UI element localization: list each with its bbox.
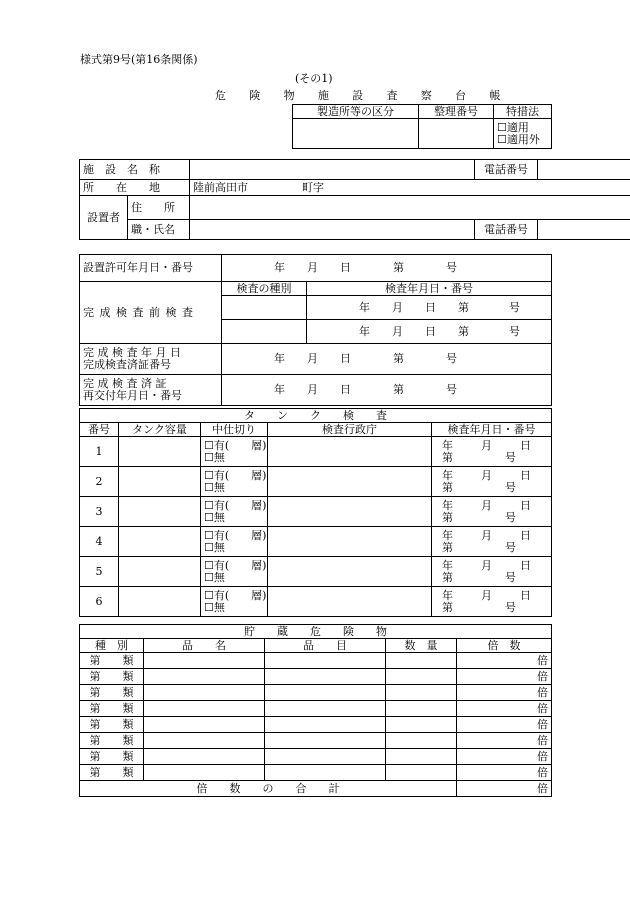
month-label: 月 <box>392 300 403 314</box>
qty-cell[interactable] <box>386 669 457 685</box>
completion-label-2: 完成検査済証番号 <box>83 358 171 371</box>
year-label: 年 <box>359 324 370 338</box>
title-name-label: 職・氏名 <box>128 220 190 240</box>
facility-table <box>79 159 630 240</box>
address-value[interactable] <box>190 196 630 220</box>
product-cell[interactable] <box>265 653 386 669</box>
tank-row <box>80 587 552 617</box>
item-cell[interactable] <box>144 669 265 685</box>
qty-cell[interactable] <box>386 733 457 749</box>
go-label: 号 <box>505 450 516 464</box>
year-label: 年 <box>274 383 285 396</box>
multiple-cell[interactable]: 倍 <box>457 653 552 669</box>
tank-capacity[interactable] <box>119 587 201 617</box>
multiple-cell[interactable]: 倍 <box>457 685 552 701</box>
part-label: (その1) <box>295 72 333 85</box>
completion-value[interactable] <box>222 344 552 375</box>
tank-partition[interactable] <box>201 497 268 527</box>
permit-value[interactable] <box>222 255 552 282</box>
year-label: 年 <box>442 438 453 452</box>
title-name-value[interactable] <box>190 220 475 240</box>
month-label: 月 <box>481 498 492 512</box>
partition-yes[interactable]: ☐有( 層) <box>204 438 267 452</box>
class-label: 第 類 <box>80 717 144 733</box>
page-title: 危 険 物 施 設 査 察 台 帳 <box>215 89 511 102</box>
storage-row <box>80 749 552 765</box>
option-not-apply[interactable]: ☐適用外 <box>497 132 540 146</box>
reissue-label <box>80 375 222 406</box>
tank-partition[interactable] <box>201 557 268 587</box>
month-label: 月 <box>307 261 318 274</box>
storage-row <box>80 669 552 685</box>
year-label: 年 <box>442 558 453 572</box>
storage-table <box>79 624 552 797</box>
tank-h-office: 検査行政庁 <box>268 423 432 437</box>
pre-date-1[interactable] <box>307 296 552 320</box>
permits-table <box>79 254 552 406</box>
go-label: 号 <box>505 540 516 554</box>
pre-type-2[interactable] <box>222 320 307 344</box>
tank-table <box>79 408 552 617</box>
product-cell[interactable] <box>265 765 386 781</box>
facility-name-label: 施 設 名 称 <box>80 160 190 180</box>
multiple-cell[interactable]: 倍 <box>457 749 552 765</box>
qty-cell[interactable] <box>386 685 457 701</box>
tank-capacity[interactable] <box>119 557 201 587</box>
completion-label <box>80 344 222 375</box>
multiple-cell[interactable]: 倍 <box>457 733 552 749</box>
go-label: 号 <box>509 300 520 314</box>
product-cell[interactable] <box>265 701 386 717</box>
qty-cell[interactable] <box>386 717 457 733</box>
town-label: 町字 <box>302 180 324 194</box>
storage-row <box>80 733 552 749</box>
item-cell[interactable] <box>144 733 265 749</box>
tank-row <box>80 497 552 527</box>
month-label: 月 <box>307 352 318 365</box>
phone-value-2[interactable] <box>538 220 630 240</box>
day-label: 日 <box>520 588 531 602</box>
tank-row-no: 5 <box>80 557 119 587</box>
partition-no[interactable]: ☐無 <box>204 510 225 524</box>
dai-label: 第 <box>393 352 404 365</box>
tank-capacity[interactable] <box>119 527 201 557</box>
product-cell[interactable] <box>265 749 386 765</box>
location-value[interactable] <box>190 180 630 196</box>
day-label: 日 <box>340 352 351 365</box>
tank-date[interactable] <box>432 557 552 587</box>
storage-h-item: 品 名 <box>144 639 265 653</box>
partition-yes[interactable]: ☐有( 層) <box>204 528 267 542</box>
tank-row-no: 2 <box>80 467 119 497</box>
tank-office[interactable] <box>268 497 432 527</box>
product-cell[interactable] <box>265 717 386 733</box>
year-label: 年 <box>442 588 453 602</box>
class-col3: 特措法 <box>494 105 552 119</box>
special-law-options[interactable] <box>494 119 552 149</box>
form-number: 様式第9号(第16条関係) <box>80 53 198 66</box>
day-label: 日 <box>520 558 531 572</box>
tank-h-cap: タンク容量 <box>119 423 201 437</box>
total-value[interactable]: 倍 <box>457 781 552 797</box>
day-label: 日 <box>520 528 531 542</box>
storage-row <box>80 717 552 733</box>
item-cell[interactable] <box>144 701 265 717</box>
dai-label: 第 <box>442 450 453 464</box>
class-label: 第 類 <box>80 685 144 701</box>
total-label: 倍 数 の 合 計 <box>80 781 457 797</box>
class-label: 第 類 <box>80 701 144 717</box>
tank-section-title: タ ン ク 検 査 <box>80 409 552 423</box>
month-label: 月 <box>481 468 492 482</box>
reissue-label-1: 完 成 検 査 済 証 <box>83 377 167 390</box>
tank-office[interactable] <box>268 437 432 467</box>
go-label: 号 <box>505 600 516 614</box>
multiple-cell[interactable]: 倍 <box>457 765 552 781</box>
pre-date-header: 検査年月日・番号 <box>307 282 552 296</box>
city-name: 陸前高田市 <box>193 180 248 194</box>
pre-date-2[interactable] <box>307 320 552 344</box>
tank-date[interactable] <box>432 497 552 527</box>
address-label: 住 所 <box>128 196 190 220</box>
location-label: 所 在 地 <box>80 180 190 196</box>
reissue-label-2: 再交付年月日・番号 <box>83 389 182 402</box>
multiple-cell[interactable]: 倍 <box>457 701 552 717</box>
option-apply[interactable]: ☐適用 <box>497 120 529 134</box>
tank-row-no: 1 <box>80 437 119 467</box>
year-label: 年 <box>442 528 453 542</box>
pre-inspection-label: 完成検査前検査 <box>80 282 222 344</box>
product-cell[interactable] <box>265 685 386 701</box>
class-col2: 整理番号 <box>419 105 494 119</box>
partition-yes[interactable]: ☐有( 層) <box>204 498 267 512</box>
tank-office[interactable] <box>268 587 432 617</box>
partition-no[interactable]: ☐無 <box>204 570 225 584</box>
tank-row-no: 4 <box>80 527 119 557</box>
classification-table <box>292 104 552 149</box>
class-label: 第 類 <box>80 749 144 765</box>
pre-type-1[interactable] <box>222 296 307 320</box>
storage-row <box>80 685 552 701</box>
year-label: 年 <box>359 300 370 314</box>
class-label: 第 類 <box>80 765 144 781</box>
dai-label: 第 <box>458 300 469 314</box>
partition-no[interactable]: ☐無 <box>204 540 225 554</box>
day-label: 日 <box>520 468 531 482</box>
qty-cell[interactable] <box>386 765 457 781</box>
tank-row <box>80 527 552 557</box>
dai-label: 第 <box>442 600 453 614</box>
tank-date[interactable] <box>432 467 552 497</box>
qty-cell[interactable] <box>386 749 457 765</box>
tank-row-no: 6 <box>80 587 119 617</box>
storage-row <box>80 701 552 717</box>
tank-date[interactable] <box>432 437 552 467</box>
month-label: 月 <box>481 438 492 452</box>
year-label: 年 <box>442 498 453 512</box>
day-label: 日 <box>520 438 531 452</box>
tank-h-date: 検査年月日・番号 <box>432 423 552 437</box>
month-label: 月 <box>481 588 492 602</box>
dai-label: 第 <box>393 261 404 274</box>
storage-h-qty: 数 量 <box>386 639 457 653</box>
tank-date[interactable] <box>432 587 552 617</box>
partition-no[interactable]: ☐無 <box>204 450 225 464</box>
dai-label: 第 <box>393 383 404 396</box>
pre-type-header: 検査の種別 <box>222 282 307 296</box>
tank-h-no: 番号 <box>80 423 119 437</box>
item-cell[interactable] <box>144 765 265 781</box>
tank-partition[interactable] <box>201 527 268 557</box>
go-label: 号 <box>505 480 516 494</box>
tank-row <box>80 437 552 467</box>
reissue-value[interactable] <box>222 375 552 406</box>
tank-capacity[interactable] <box>119 467 201 497</box>
tank-h-partition: 中仕切り <box>201 423 268 437</box>
qty-cell[interactable] <box>386 701 457 717</box>
multiple-cell[interactable]: 倍 <box>457 669 552 685</box>
storage-section-title: 貯 蔵 危 険 物 <box>80 625 552 639</box>
partition-yes[interactable]: ☐有( 層) <box>204 468 267 482</box>
go-label: 号 <box>505 510 516 524</box>
storage-h-type: 種 別 <box>80 639 144 653</box>
phone-value[interactable] <box>538 160 630 180</box>
tank-row-no: 3 <box>80 497 119 527</box>
tank-office[interactable] <box>268 467 432 497</box>
month-label: 月 <box>481 558 492 572</box>
tank-office[interactable] <box>268 557 432 587</box>
multiple-cell[interactable]: 倍 <box>457 717 552 733</box>
item-cell[interactable] <box>144 653 265 669</box>
class-value2[interactable] <box>419 119 494 149</box>
class-label: 第 類 <box>80 653 144 669</box>
partition-yes[interactable]: ☐有( 層) <box>204 588 267 602</box>
year-label: 年 <box>442 468 453 482</box>
completion-label-1: 完 成 検 査 年 月 日 <box>83 346 181 359</box>
product-cell[interactable] <box>265 733 386 749</box>
go-label: 号 <box>446 383 457 396</box>
storage-h-product: 品 目 <box>265 639 386 653</box>
tank-partition[interactable] <box>201 587 268 617</box>
day-label: 日 <box>340 261 351 274</box>
month-label: 月 <box>481 528 492 542</box>
item-cell[interactable] <box>144 685 265 701</box>
owner-label: 設置者 <box>80 196 128 240</box>
tank-partition[interactable] <box>201 467 268 497</box>
phone-label-2: 電話番号 <box>475 220 538 240</box>
tank-row <box>80 467 552 497</box>
facility-name-value[interactable] <box>190 160 475 180</box>
day-label: 日 <box>520 498 531 512</box>
item-cell[interactable] <box>144 717 265 733</box>
partition-yes[interactable]: ☐有( 層) <box>204 558 267 572</box>
storage-row <box>80 765 552 781</box>
tank-office[interactable] <box>268 527 432 557</box>
class-label: 第 類 <box>80 733 144 749</box>
go-label: 号 <box>509 324 520 338</box>
month-label: 月 <box>307 383 318 396</box>
dai-label: 第 <box>442 540 453 554</box>
qty-cell[interactable] <box>386 653 457 669</box>
year-label: 年 <box>274 352 285 365</box>
day-label: 日 <box>425 324 436 338</box>
dai-label: 第 <box>442 480 453 494</box>
day-label: 日 <box>340 383 351 396</box>
tank-date[interactable] <box>432 527 552 557</box>
go-label: 号 <box>446 352 457 365</box>
tank-partition[interactable] <box>201 437 268 467</box>
phone-label: 電話番号 <box>475 160 538 180</box>
class-value1[interactable] <box>293 119 419 149</box>
product-cell[interactable] <box>265 669 386 685</box>
class-col1: 製造所等の区分 <box>293 105 419 119</box>
storage-h-mult: 倍 数 <box>457 639 552 653</box>
go-label: 号 <box>446 261 457 274</box>
storage-row <box>80 653 552 669</box>
item-cell[interactable] <box>144 749 265 765</box>
tank-row <box>80 557 552 587</box>
permit-label: 設置許可年月日・番号 <box>80 255 222 282</box>
dai-label: 第 <box>458 324 469 338</box>
tank-capacity[interactable] <box>119 437 201 467</box>
partition-no[interactable]: ☐無 <box>204 600 225 614</box>
dai-label: 第 <box>442 570 453 584</box>
dai-label: 第 <box>442 510 453 524</box>
class-label: 第 類 <box>80 669 144 685</box>
month-label: 月 <box>392 324 403 338</box>
go-label: 号 <box>505 570 516 584</box>
tank-capacity[interactable] <box>119 497 201 527</box>
partition-no[interactable]: ☐無 <box>204 480 225 494</box>
year-label: 年 <box>274 261 285 274</box>
day-label: 日 <box>425 300 436 314</box>
